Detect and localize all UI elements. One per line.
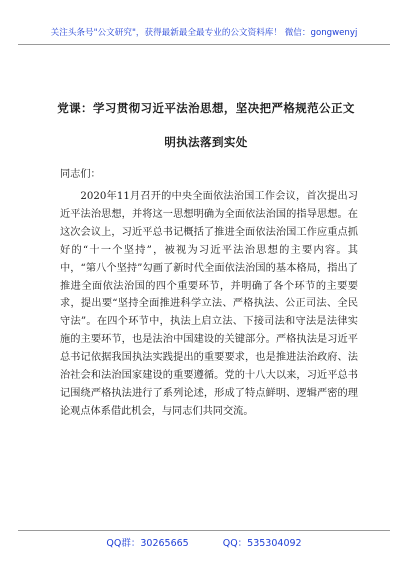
document-title-line-1: 党课：学习贯彻习近平法治思想，坚决把严格规范公正文 <box>57 101 355 115</box>
footer-qq-number: QQ：535304092 <box>222 538 302 549</box>
body-paragraph: 2020年11月召开的中央全面依法治国工作会议，首次提出习近平法治思想，并将这一思想明确为全面依法治国的指导思想。在这次会议上，习近平总书记概括了推进全面依法治国工作应重点抓好的“十一个坚持”，被视为习近平法治思想的主要内容。其中，“第八个坚持”勾画了新时代全面依法治国的基本格局，指出了推进全面依法治国的四个重要环节，并明确了各个环节的主要要求，提出要“坚持全面推进科学立法、严格执法、公正司法、全民守法”。在四个环节中，执法上启立法、下接司法和守法是法律实施的主要环节，也是法治中国建设的关键部分。严格执法是习近平总书记依据我国执法实践提出的重要要求，也是推进法治政府、法治社会和法治国家建设的重要遵循。党的十八大以来，习近平总书记围绕严格执法进行了系列论述，形成了特点鲜明、逻辑严密的理论观点体系借此机会，与同志们共同交流。 <box>60 191 358 417</box>
salutation: 同志们： <box>60 169 101 180</box>
header-divider <box>18 44 390 45</box>
footer-divider <box>18 530 390 531</box>
document-title-line-2: 明执法落到实处 <box>164 135 248 149</box>
footer-qq-group: QQ群：30265665 <box>106 538 189 549</box>
footer-contact <box>0 535 408 549</box>
header-promo-note: 关注头条号"公文研究"，获得最新最全最专业的公文资料库！ 微信：gongwenyj <box>50 28 358 38</box>
